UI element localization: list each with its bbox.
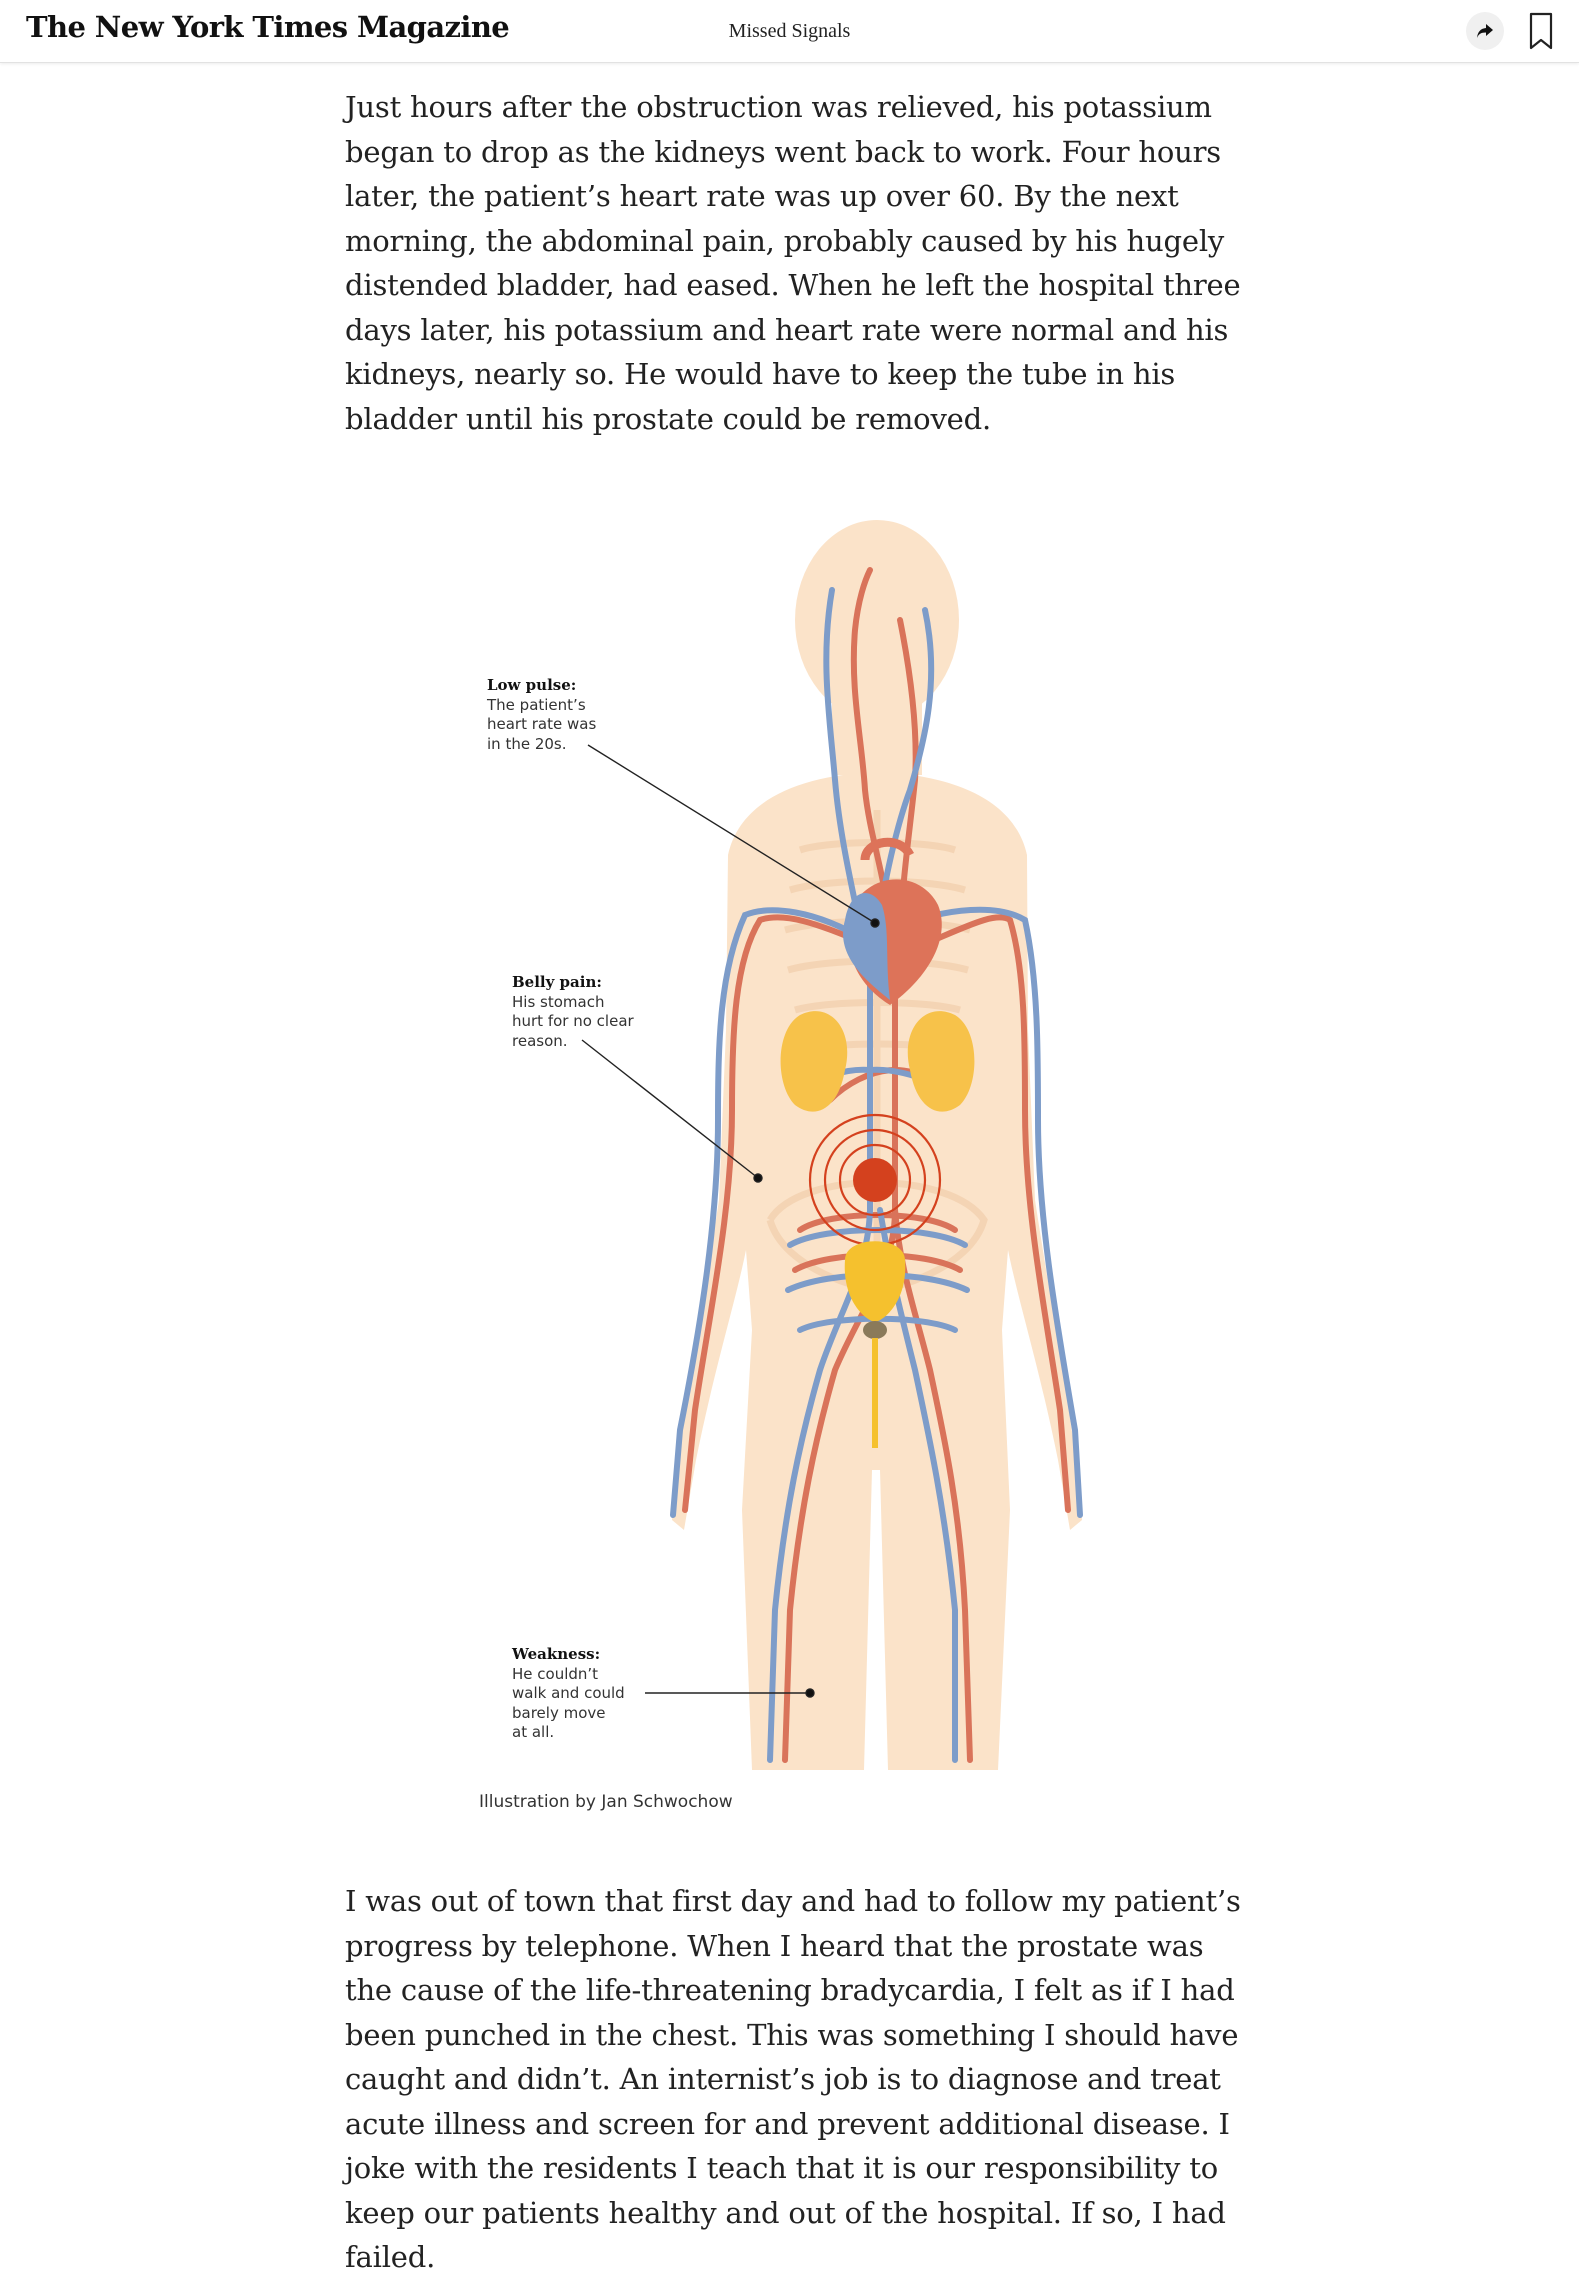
section-title: Missed Signals bbox=[728, 20, 851, 42]
callout-body: His stomach hurt for no clear reason. bbox=[512, 992, 634, 1050]
callout-low-pulse bbox=[487, 676, 617, 754]
bookmark-button[interactable] bbox=[1528, 11, 1554, 51]
top-bar bbox=[0, 0, 1579, 63]
callout-body: He couldn’t walk and could barely move at all. bbox=[512, 1664, 625, 1741]
callout-title: Low pulse: bbox=[487, 676, 577, 694]
bookmark-icon bbox=[1529, 12, 1553, 50]
callout-weakness bbox=[512, 1645, 652, 1743]
share-arrow-icon bbox=[1476, 23, 1494, 39]
illustration-credit: Illustration by Jan Schwochow bbox=[479, 1792, 733, 1812]
pain-center bbox=[853, 1158, 897, 1202]
callout-title: Weakness: bbox=[512, 1645, 601, 1663]
callout-belly-pain bbox=[512, 973, 652, 1051]
callout-title: Belly pain: bbox=[512, 973, 602, 991]
article-paragraph: I was out of town that first day and had to follow my patient’s progress by telephone. When I heard that the prostate was the cause of the life-threatening bradycardia, I felt as if I had been punched in the chest. This was something I should have caught and didn’t. An internist’s job is to diagnose and treat acute illness and screen for and prevent additional disease. I joke with the residents I teach that it is our responsibility to keep our patients healthy and out of the hospital. If so, I had failed. bbox=[345, 1884, 1241, 2274]
article-paragraph: Just hours after the obstruction was relieved, his potassium began to drop as the kidneys went back to work. Four hours later, the patient’s heart rate was up over 60. By the next morning, the abdominal pain, probably caused by his hugely distended bladder, had eased. When he left the hospital three days later, his potassium and heart rate were normal and his kidneys, nearly so. He would have to keep the tube in his bladder until his prostate could be removed. bbox=[345, 90, 1241, 436]
callout-body: The patient’s heart rate was in the 20s. bbox=[487, 695, 597, 753]
share-button[interactable] bbox=[1466, 12, 1504, 50]
masthead-logo[interactable]: The New York Times Magazine bbox=[26, 10, 510, 44]
